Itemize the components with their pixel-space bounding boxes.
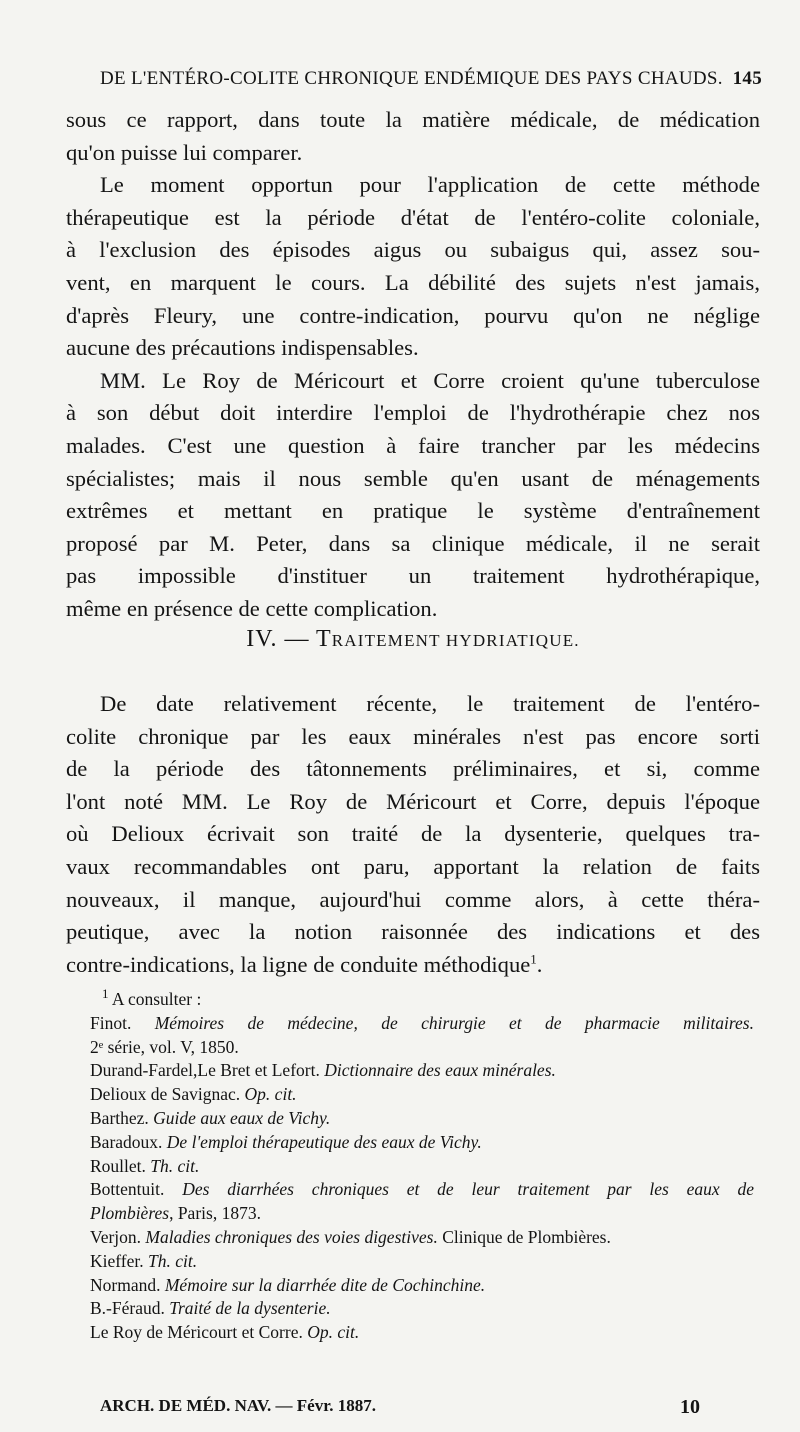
footnote-entry xyxy=(90,1178,754,1202)
footnote-intro xyxy=(90,988,754,1012)
footnotes xyxy=(90,988,754,1345)
text-line: colite chronique par les eaux minérales n'est pas encore sorti xyxy=(66,723,760,749)
sentence-period: . xyxy=(536,951,543,977)
running-title: DE L'ENTÉRO-COLITE CHRONIQUE ENDÉMIQUE DES PAYS CHAUDS. xyxy=(100,68,723,89)
section-title: RAITEMENT HYDRIATIQUE. xyxy=(331,631,580,650)
footnote-author: Kieffer. xyxy=(90,1250,148,1271)
footnote-author: Bottentuit. xyxy=(90,1179,183,1200)
footnote-author: Finot. xyxy=(90,1012,155,1033)
text-line: peutique, avec la notion raisonnée des indications et des xyxy=(66,919,760,945)
footnote-entry xyxy=(90,1083,754,1107)
footnote-title: Traité de la dysenterie. xyxy=(169,1298,331,1319)
text-line: Le moment opportun pour l'application de cette méthode xyxy=(100,172,760,198)
footnote-author: Verjon. xyxy=(90,1226,146,1247)
footnote-entry xyxy=(90,1321,754,1345)
footnote-author: Roullet. xyxy=(90,1155,151,1176)
footnote-entry xyxy=(90,1012,754,1036)
footnote-author: Barthez. xyxy=(90,1107,154,1128)
text-line: thérapeutique est la période d'état de l'entéro-colite coloniale, xyxy=(66,204,760,230)
body-text-bottom xyxy=(66,688,760,981)
text-line: sous ce rapport, dans toute la matière médicale, de médication xyxy=(66,107,760,132)
footnote-detail: Clinique de Plombières. xyxy=(437,1226,611,1247)
footnote-author: Baradoux. xyxy=(90,1131,167,1152)
footnote-entry xyxy=(90,1036,754,1060)
body-text-top xyxy=(66,104,760,626)
footnote-title: Mémoires de médecine, de chirurgie et de pharmacie militaires. xyxy=(154,1012,754,1033)
footnote-author: Le Roy de Méricourt et Corre. xyxy=(90,1322,308,1343)
footnote-detail: , Paris, 1873. xyxy=(169,1203,261,1224)
page-footer xyxy=(100,1396,700,1416)
text-line-content: contre-indications, la ligne de conduite méthodique xyxy=(66,951,531,977)
footnote-title: Des diarrhées chroniques et de leur traitement par les eaux de xyxy=(182,1179,754,1200)
text-line: nouveaux, il manque, aujourd'hui comme alors, à cette théra- xyxy=(66,886,760,912)
footnote-title: Op. cit. xyxy=(307,1322,360,1343)
text-line: à l'exclusion des épisodes aigus ou subaigus qui, assez sou- xyxy=(66,237,760,263)
footnote-title: Mémoire sur la diarrhée dite de Cochinchine. xyxy=(164,1274,486,1295)
page-number: 145 xyxy=(732,68,762,89)
footnote-list xyxy=(90,1012,754,1345)
footnote-author: Normand. xyxy=(90,1274,165,1295)
footnote-entry xyxy=(90,1107,754,1131)
text-line: qu'on puisse lui comparer. xyxy=(66,139,303,165)
text-line: de la période des tâtonnements préliminaires, et si, comme xyxy=(66,756,760,782)
text-line xyxy=(66,949,760,982)
footnote-author: Durand-Fardel,Le Bret et Lefort. xyxy=(90,1060,325,1081)
footnote-title: Op. cit. xyxy=(244,1084,297,1105)
footnote-detail: 2ᵉ série, vol. V, 1850. xyxy=(90,1036,239,1057)
text-line: même en présence de cette complication. xyxy=(66,595,438,621)
text-line: De date relativement récente, le traitement de l'entéro- xyxy=(100,691,760,716)
text-line: MM. Le Roy de Méricourt et Corre croient qu'une tuberculose xyxy=(100,367,760,393)
footnote-entry xyxy=(90,1297,754,1321)
footnote-author: Delioux de Savignac. xyxy=(90,1084,245,1105)
footnote-title: De l'emploi thérapeutique des eaux de Vichy. xyxy=(166,1131,482,1152)
text-line: proposé par M. Peter, dans sa clinique médicale, il ne serait xyxy=(66,530,760,556)
footnote-title: Guide aux eaux de Vichy. xyxy=(153,1107,331,1128)
footnote-author: B.-Féraud. xyxy=(90,1298,170,1319)
section-heading xyxy=(66,626,760,653)
text-line: l'ont noté MM. Le Roy de Méricourt et Corre, depuis l'époque xyxy=(66,788,760,814)
section-numeral: IV. — T xyxy=(246,626,332,652)
footnote-entry xyxy=(90,1131,754,1155)
footnote-entry xyxy=(90,1202,754,1226)
journal-reference: ARCH. DE MÉD. NAV. — Févr. 1887. xyxy=(100,1396,376,1415)
footnote-title: Maladies chroniques des voies digestives. xyxy=(145,1226,438,1247)
text-line: malades. C'est une question à faire trancher par les médecins xyxy=(66,432,760,458)
footnote-entry xyxy=(90,1226,754,1250)
footnote-entry xyxy=(90,1155,754,1179)
text-line: vent, en marquent le cours. La débilité des sujets n'est jamais, xyxy=(66,269,760,295)
footnote-title: Dictionnaire des eaux minérales. xyxy=(324,1060,556,1081)
footnote-title: Th. cit. xyxy=(150,1155,200,1176)
footnote-title: Plombières xyxy=(90,1203,170,1224)
footnote-title: Th. cit. xyxy=(148,1250,198,1271)
footnote-entry xyxy=(90,1250,754,1274)
text-line: aucune des précautions indispensables. xyxy=(66,335,419,361)
text-line: d'après Fleury, une contre-indication, pourvu qu'on ne néglige xyxy=(66,302,760,328)
text-line: vaux recommandables ont paru, apportant la relation de faits xyxy=(66,853,760,879)
footnote-entry xyxy=(90,1059,754,1083)
text-line: extrêmes et mettant en pratique le système d'entraînement xyxy=(66,498,760,524)
text-line: à son début doit interdire l'emploi de l'hydrothérapie chez nos xyxy=(66,400,760,426)
footnote-intro-text: A consulter : xyxy=(111,989,202,1009)
running-header xyxy=(100,68,762,98)
footnote-marker: 1 xyxy=(530,951,537,967)
text-line: pas impossible d'instituer un traitement hydrothérapique, xyxy=(66,563,760,589)
text-line: où Delioux écrivait son traité de la dysenterie, quelques tra- xyxy=(66,821,760,847)
text-line: spécialistes; mais il nous semble qu'en usant de ménagements xyxy=(66,465,760,491)
signature-mark: 10 xyxy=(680,1396,700,1418)
footnote-entry xyxy=(90,1274,754,1298)
footnote-number: 1 xyxy=(102,988,109,1002)
